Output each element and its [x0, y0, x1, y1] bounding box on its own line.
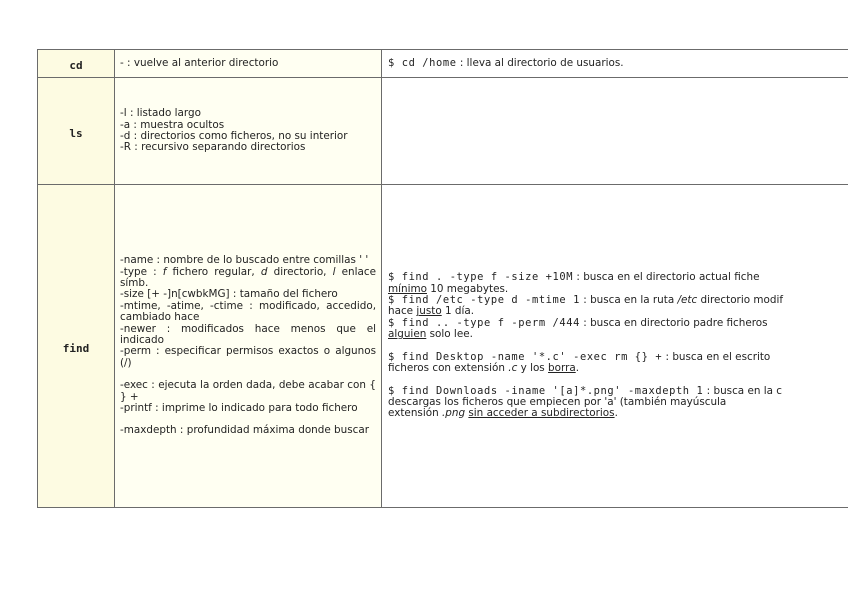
row-ls	[38, 78, 848, 185]
command-cell	[38, 185, 115, 508]
example-line: descargas los ficheros que empiecen por 'a' (también mayúscula	[388, 395, 727, 408]
command-reference-table	[37, 49, 848, 508]
examples-cell	[382, 50, 848, 78]
command-cell	[38, 50, 115, 78]
options-cell	[115, 185, 382, 508]
example-text: : lleva al directorio de usuarios.	[456, 56, 624, 69]
example-line: $ find Desktop -name '*.c' -exec rm {} + : busca en el escrito	[388, 350, 771, 363]
example-line: alguien solo lee.	[388, 328, 473, 341]
example-code: $ cd /home	[388, 56, 457, 69]
option-line: -R : recursivo separando directorios	[120, 141, 306, 154]
command-name: cd	[69, 59, 83, 72]
option-line: - : vuelve al anterior directorio	[120, 56, 279, 69]
option-line: -maxdepth : profundidad máxima donde buscar	[120, 424, 369, 437]
option-line: -size [+ -]n[cwbkMG] : tamaño del fichero	[120, 288, 338, 301]
example-line: ficheros con extensión .c y los borra.	[388, 362, 580, 375]
options-cell	[115, 50, 382, 78]
option-line: -d : directorios como ficheros, no su interior	[120, 130, 348, 142]
option-line: -type : f fichero regular, d directorio, l enlace símb.	[120, 265, 376, 289]
option-line: -mtime, -atime, -ctime : modificado, accedido, cambiado hace	[120, 299, 376, 324]
command-name: ls	[69, 126, 83, 140]
option-line: -perm : especificar permisos exactos o algunos (/)	[120, 345, 376, 369]
row-find	[38, 185, 848, 508]
example-line: $ find .. -type f -perm /444 : busca en directorio padre ficheros	[388, 316, 768, 329]
example-line: $ find /etc -type d -mtime 1 : busca en la ruta /etc directorio modif	[388, 294, 783, 307]
option-line: -printf : imprime lo indicado para todo fichero	[120, 402, 358, 415]
examples-cell	[382, 78, 848, 185]
example-line: $ find Downloads -iname '[a]*.png' -maxdepth 1 : busca en la c	[388, 384, 783, 397]
row-cd	[38, 50, 848, 78]
option-line: -a : muestra ocultos	[120, 118, 225, 131]
option-line: -newer : modificados hace menos que el indicado	[120, 322, 376, 346]
example-line: mínimo 10 megabytes.	[388, 282, 509, 295]
option-line: -l : listado largo	[120, 107, 201, 120]
command-cell	[38, 78, 115, 185]
command-name: find	[62, 341, 90, 355]
example-line: $ find . -type f -size +10M : busca en el directorio actual fiche	[388, 271, 760, 284]
option-line: -name : nombre de lo buscado entre comillas ' '	[120, 254, 369, 267]
options-cell	[115, 78, 382, 185]
example-line: extensión .png sin acceder a subdirectorios.	[388, 407, 618, 420]
example-line: hace justo 1 día.	[388, 305, 475, 318]
option-line: -exec : ejecuta la orden dada, debe acabar con { } +	[120, 379, 376, 403]
examples-cell	[382, 185, 848, 508]
